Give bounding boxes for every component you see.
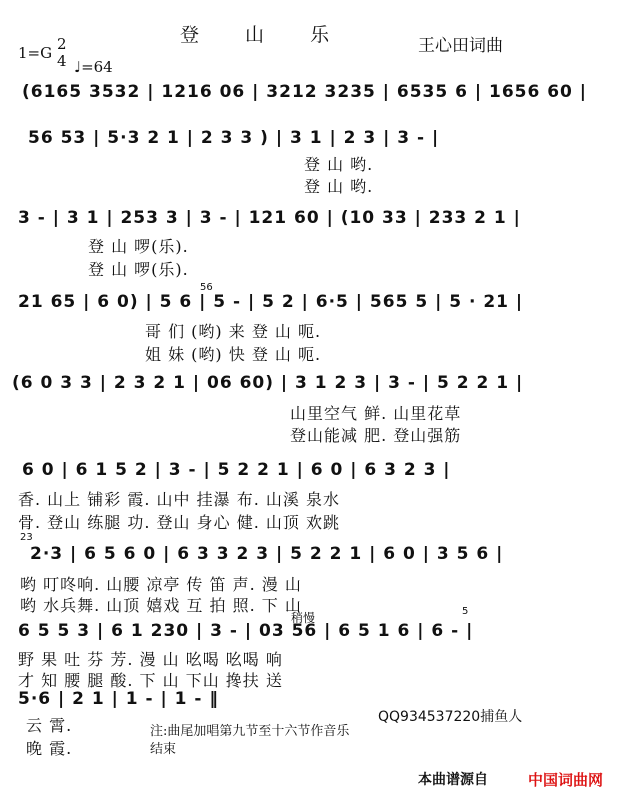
lyric-line-5b: 登山能减 肥. 登山强筋: [290, 426, 462, 445]
lyric-line-4b: 姐 妹 (哟) 快 登 山 呃.: [145, 345, 322, 364]
lyric-line-5a: 山里空气 鲜. 山里花草: [290, 404, 462, 423]
credit: QQ934537220捕鱼人: [378, 709, 523, 725]
source-label: 本曲谱源自: [418, 772, 488, 788]
grace-mark-23: 23: [20, 532, 33, 543]
lyric-line-3b: 登 山 啰(乐).: [88, 260, 189, 279]
lyric-line-8a: 野 果 吐 芬 芳. 漫 山 吆喝 吆喝 响: [18, 650, 283, 669]
staff-line-6: 6 0 | 6 1 5 2 | 3 - | 5 2 2 1 | 6 0 | 6 3 2 3 |: [22, 460, 451, 480]
lyric-line-4a: 哥 们 (哟) 来 登 山 呃.: [145, 322, 322, 341]
title: 登 山 乐: [180, 24, 350, 46]
lyric-line-3a: 登 山 啰(乐).: [88, 237, 189, 256]
lyric-line-6b: 骨. 登山 练腿 功. 登山 身心 健. 山顶 欢跳: [18, 513, 340, 532]
lyric-line-2b: 登 山 哟.: [304, 177, 374, 196]
staff-line-9: 5·6 | 2 1 | 1 - | 1 - ‖: [18, 689, 219, 709]
lyric-line-7b: 哟 水兵舞. 山顶 嬉戏 互 拍 照. 下 山: [20, 596, 302, 615]
staff-line-5: (6 0 3 3 | 2 3 2 1 | 06 60) | 3 1 2 3 | 3 - | 5 2 2 1 |: [12, 373, 524, 393]
ending-note: 注:曲尾加唱第九节至十六节作音乐结束: [150, 724, 350, 757]
tempo: ♩=64: [74, 58, 113, 76]
site-name-link[interactable]: 中国词曲网: [528, 771, 604, 789]
tempo-mark: 稍慢: [291, 611, 316, 625]
staff-line-2: 56 53 | 5·3 2 1 | 2 3 3 ) | 3 1 | 2 3 | 3 - |: [28, 128, 440, 148]
author: 王心田词曲: [418, 36, 503, 56]
key-signature: 1=G: [18, 44, 53, 62]
lyric-line-8b: 才 知 腰 腿 酸. 下 山 下山 搀扶 送: [18, 671, 283, 690]
staff-line-4: 21 65 | 6 0) | 5 6 | 5 - | 5 2 | 6·5 | 565 5 | 5 · 21 |: [18, 292, 524, 312]
staff-line-3: 3 - | 3 1 | 253 3 | 3 - | 121 60 | (10 33 | 233 2 1 |: [18, 208, 521, 228]
grace-mark-5: 5: [462, 606, 469, 617]
lyric-line-2a: 登 山 哟.: [304, 155, 374, 174]
time-signature: [57, 36, 67, 70]
lyric-line-9b: 晚 霞.: [26, 739, 73, 758]
staff-line-1: (6165 3532 | 1216 06 | 3212 3235 | 6535 6 | 1656 60 |: [22, 82, 588, 102]
lyric-line-6a: 香. 山上 铺彩 霞. 山中 挂瀑 布. 山溪 泉水: [18, 490, 340, 509]
time-signature-bottom: 4: [57, 52, 67, 70]
lyric-line-7a: 哟 叮咚响. 山腰 凉亭 传 笛 声. 漫 山: [20, 575, 302, 594]
grace-mark-56: 56: [200, 282, 213, 293]
staff-line-8: 6 5 5 3 | 6 1 230 | 3 - | 03 56 | 6 5 1 6 | 6 - |: [18, 621, 474, 641]
staff-line-7: 2·3 | 6 5 6 0 | 6 3 3 2 3 | 5 2 2 1 | 6 0 | 3 5 6 |: [30, 544, 504, 564]
time-signature-top: 2: [57, 35, 67, 53]
lyric-line-9a: 云 霄.: [26, 716, 73, 735]
